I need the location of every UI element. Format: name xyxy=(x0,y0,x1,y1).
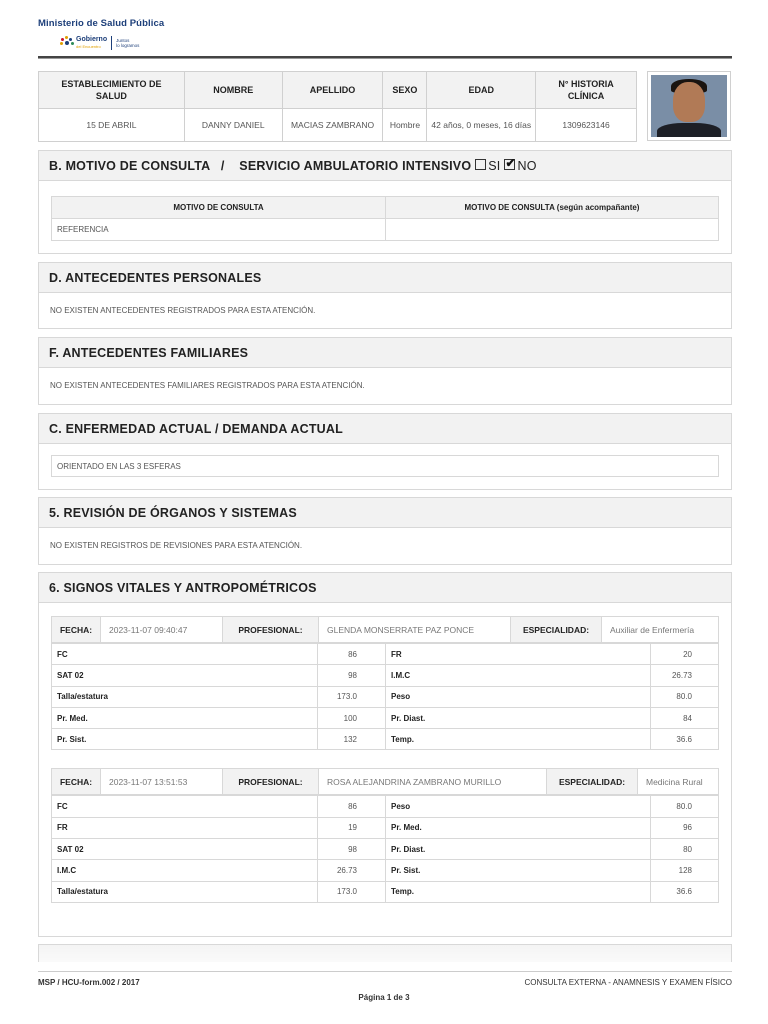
fecha-label: FECHA: xyxy=(52,617,101,642)
table-row xyxy=(52,881,719,902)
vitals-table xyxy=(51,795,719,902)
vital-value: 100 xyxy=(318,707,386,728)
vital-value: 80.0 xyxy=(651,686,719,707)
fecha-value: 2023-11-07 13:51:53 xyxy=(101,769,223,794)
antecedentes-familiares-text: NO EXISTEN ANTECEDENTES FAMILIARES REGISTRADOS PARA ESTA ATENCIÓN. xyxy=(50,381,365,390)
section-antecedentes-familiares xyxy=(38,337,732,405)
vitals-record xyxy=(51,768,719,902)
patient-establecimiento: 15 DE ABRIL xyxy=(39,109,185,142)
gov-logo-sub: del Encuentro xyxy=(76,44,101,49)
section-revision-organos xyxy=(38,497,732,565)
vitals-record-header xyxy=(51,616,719,643)
table-row xyxy=(52,860,719,881)
vital-value: 36.6 xyxy=(651,881,719,902)
government-logo xyxy=(60,32,139,54)
next-section-partial xyxy=(38,944,732,962)
footer-divider xyxy=(38,971,732,972)
fecha-value: 2023-11-07 09:40:47 xyxy=(101,617,223,642)
table-row xyxy=(52,665,719,686)
vital-label: Pr. Sist. xyxy=(386,860,651,881)
revision-text: NO EXISTEN REGISTROS DE REVISIONES PARA ESTA ATENCIÓN. xyxy=(50,541,303,550)
section-signos-vitales xyxy=(38,572,732,937)
profesional-value: ROSA ALEJANDRINA ZAMBRANO MURILLO xyxy=(319,769,547,794)
no-label: NO xyxy=(517,158,537,173)
antecedentes-familiares-title: F. ANTECEDENTES FAMILIARES xyxy=(39,338,731,368)
vital-value: 132 xyxy=(318,729,386,750)
vital-label: FC xyxy=(52,644,318,665)
signos-title: 6. SIGNOS VITALES Y ANTROPOMÉTRICOS xyxy=(39,573,731,603)
profesional-label: PROFESIONAL: xyxy=(223,617,319,642)
vital-label: Temp. xyxy=(386,729,651,750)
vital-label: Pr. Med. xyxy=(52,707,318,728)
gov-logo-main: Gobierno xyxy=(76,36,108,43)
vital-value: 128 xyxy=(651,860,719,881)
table-row xyxy=(52,686,719,707)
motivo-col1-value: REFERENCIA xyxy=(52,219,386,241)
vital-label: Peso xyxy=(386,796,651,817)
vital-label: Talla/estatura xyxy=(52,686,318,707)
vital-label: Pr. Diast. xyxy=(386,839,651,860)
vital-label: Peso xyxy=(386,686,651,707)
vital-label: FR xyxy=(52,817,318,838)
antecedentes-personales-text: NO EXISTEN ANTECEDENTES REGISTRADOS PARA ESTA ATENCIÓN. xyxy=(50,306,316,315)
vital-value: 20 xyxy=(651,644,719,665)
vital-value: 86 xyxy=(318,796,386,817)
vitals-record-header xyxy=(51,768,719,795)
vital-value: 86 xyxy=(318,644,386,665)
vital-value: 98 xyxy=(318,839,386,860)
vital-label: SAT 02 xyxy=(52,839,318,860)
gov-motto-line2: lo logramos xyxy=(116,43,140,48)
fecha-label: FECHA: xyxy=(52,769,101,794)
vital-label: Talla/estatura xyxy=(52,881,318,902)
vital-value: 173.0 xyxy=(318,686,386,707)
page-number: Página 1 de 3 xyxy=(358,993,410,1002)
vital-value: 26.73 xyxy=(651,665,719,686)
vital-value: 96 xyxy=(651,817,719,838)
patient-photo-frame xyxy=(647,71,731,141)
table-row xyxy=(52,796,719,817)
page-header xyxy=(38,18,738,60)
patient-historia: 1309623146 xyxy=(536,109,637,142)
col-header-establecimiento: ESTABLECIMIENTO DE SALUD xyxy=(39,72,185,109)
revision-title: 5. REVISIÓN DE ÓRGANOS Y SISTEMAS xyxy=(39,498,731,528)
form-name: CONSULTA EXTERNA - ANAMNESIS Y EXAMEN FÍSICO xyxy=(524,978,732,987)
vital-label: SAT 02 xyxy=(52,665,318,686)
especialidad-label: ESPECIALIDAD: xyxy=(547,769,638,794)
vital-value: 36.6 xyxy=(651,729,719,750)
col-header-apellido: APELLIDO xyxy=(282,72,383,109)
vital-label: FC xyxy=(52,796,318,817)
vital-value: 173.0 xyxy=(318,881,386,902)
si-label: SI xyxy=(488,158,501,173)
vital-value: 80 xyxy=(651,839,719,860)
patient-info-table xyxy=(38,71,637,142)
antecedentes-personales-title: D. ANTECEDENTES PERSONALES xyxy=(39,263,731,293)
enfermedad-actual-title: C. ENFERMEDAD ACTUAL / DEMANDA ACTUAL xyxy=(39,414,731,444)
motivo-table xyxy=(51,196,719,241)
si-checkbox[interactable] xyxy=(475,159,486,170)
col-header-nombre: NOMBRE xyxy=(184,72,282,109)
enfermedad-actual-text: ORIENTADO EN LAS 3 ESFERAS xyxy=(51,455,719,477)
vital-label: Pr. Sist. xyxy=(52,729,318,750)
vital-label: Pr. Med. xyxy=(386,817,651,838)
profesional-label: PROFESIONAL: xyxy=(223,769,319,794)
patient-apellido: MACIAS ZAMBRANO xyxy=(282,109,383,142)
patient-edad: 42 años, 0 meses, 16 días xyxy=(427,109,536,142)
vital-label: I.M.C xyxy=(52,860,318,881)
especialidad-value: Auxiliar de Enfermería xyxy=(610,624,695,635)
especialidad-value: Medicina Rural xyxy=(646,776,703,787)
vital-label: Pr. Diast. xyxy=(386,707,651,728)
table-row xyxy=(52,707,719,728)
col-header-historia: N° HISTORIA CLÍNICA xyxy=(536,72,637,109)
patient-nombre: DANNY DANIEL xyxy=(184,109,282,142)
no-checkbox[interactable] xyxy=(504,159,515,170)
table-row xyxy=(52,817,719,838)
section-motivo-consulta xyxy=(38,150,732,254)
especialidad-label: ESPECIALIDAD: xyxy=(511,617,602,642)
vital-value: 84 xyxy=(651,707,719,728)
section-enfermedad-actual xyxy=(38,413,732,490)
header-divider xyxy=(38,56,732,59)
vital-label: I.M.C xyxy=(386,665,651,686)
table-row xyxy=(52,839,719,860)
table-row xyxy=(52,644,719,665)
gov-motto-line1: Juntos xyxy=(116,38,130,43)
patient-photo xyxy=(651,75,727,137)
ministry-name: Ministerio de Salud Pública xyxy=(38,18,165,29)
section-antecedentes-personales xyxy=(38,262,732,329)
vital-value: 98 xyxy=(318,665,386,686)
vital-value: 80.0 xyxy=(651,796,719,817)
motivo-title: B. MOTIVO DE CONSULTA / SERVICIO AMBULATORIO INTENSIVO xyxy=(49,158,472,173)
table-row xyxy=(52,729,719,750)
vital-label: Temp. xyxy=(386,881,651,902)
vital-value: 19 xyxy=(318,817,386,838)
patient-sexo: Hombre xyxy=(383,109,427,142)
col-header-sexo: SEXO xyxy=(383,72,427,109)
col-header-edad: EDAD xyxy=(427,72,536,109)
profesional-value: GLENDA MONSERRATE PAZ PONCE xyxy=(319,617,511,642)
motivo-col2-header: MOTIVO DE CONSULTA (según acompañante) xyxy=(386,197,719,219)
motivo-col2-value xyxy=(386,219,719,241)
form-code: MSP / HCU-form.002 / 2017 xyxy=(38,978,140,987)
vitals-record xyxy=(51,616,719,750)
section-motivo-title xyxy=(39,151,731,181)
vitals-table xyxy=(51,643,719,750)
vital-label: FR xyxy=(386,644,651,665)
vital-value: 26.73 xyxy=(318,860,386,881)
government-logo-icon xyxy=(60,36,74,50)
motivo-col1-header: MOTIVO DE CONSULTA xyxy=(52,197,386,219)
